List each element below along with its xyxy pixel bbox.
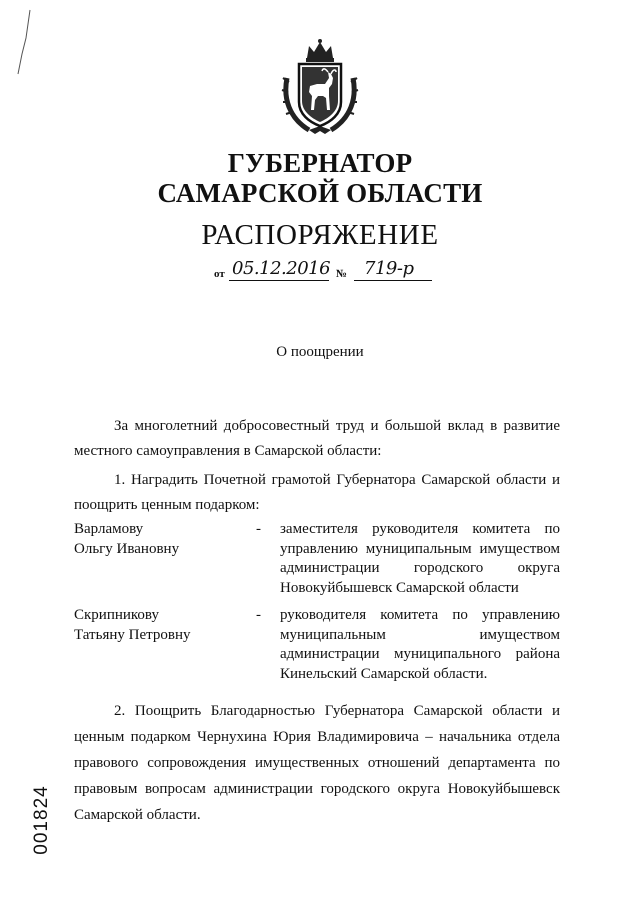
samara-coat-of-arms-icon [279, 38, 361, 136]
awardee-surname: Варламову [74, 521, 144, 537]
date-underline [229, 280, 329, 281]
awardee-name [74, 606, 244, 645]
document-subject: О поощрении [276, 344, 364, 360]
document-number: 719-р [364, 258, 414, 279]
number-underline [354, 280, 432, 281]
header-title-line2: САМАРСКОЙ ОБЛАСТИ [157, 178, 483, 208]
awardee-dash: - [256, 607, 261, 623]
awardee-dash: - [256, 521, 261, 537]
item2-paragraph: 2. Поощрить Благодарностью Губернатора Самарской области и ценным подарком Чернухина Юрия Владимировича – начальника отдела правового сопровождения имущественных отношений департамента по правовым вопросам администрации городского округа Новокуйбышевск Самарской области. [74, 703, 560, 823]
document-type: РАСПОРЯЖЕНИЕ [201, 219, 439, 251]
document-date: 05.12.2016 [232, 258, 331, 279]
date-number-line [214, 258, 434, 286]
intro-paragraph: За многолетний добросовестный труд и большой вклад в развитие местного самоуправления в Самарской области: [74, 418, 560, 459]
header-title-line1: ГУБЕРНАТОР [227, 148, 413, 178]
awardee-position: заместителя руководителя комитета по управлению муниципальным имуществом администрации городского округа Новокуйбышевск Самарской области [280, 521, 560, 596]
date-label: от [214, 268, 225, 280]
awardee-given-names: Ольгу Ивановну [74, 540, 180, 557]
awardee-name [74, 520, 244, 559]
serial-number: 001824 [31, 785, 52, 855]
awardee-position: руководителя комитета по управлению муниципальным имуществом администрации муниципального района Кинельский Самарской области. [280, 607, 560, 682]
item1-paragraph: 1. Наградить Почетной грамотой Губернатора Самарской области и поощрить ценным подарком: [74, 472, 560, 513]
number-label: № [336, 268, 348, 280]
serial-number-stamp [30, 775, 54, 865]
awardee-surname: Скрипникову [74, 607, 159, 623]
awardee-given-names: Татьяну Петровну [74, 626, 191, 643]
scan-artifact-icon [14, 8, 34, 78]
